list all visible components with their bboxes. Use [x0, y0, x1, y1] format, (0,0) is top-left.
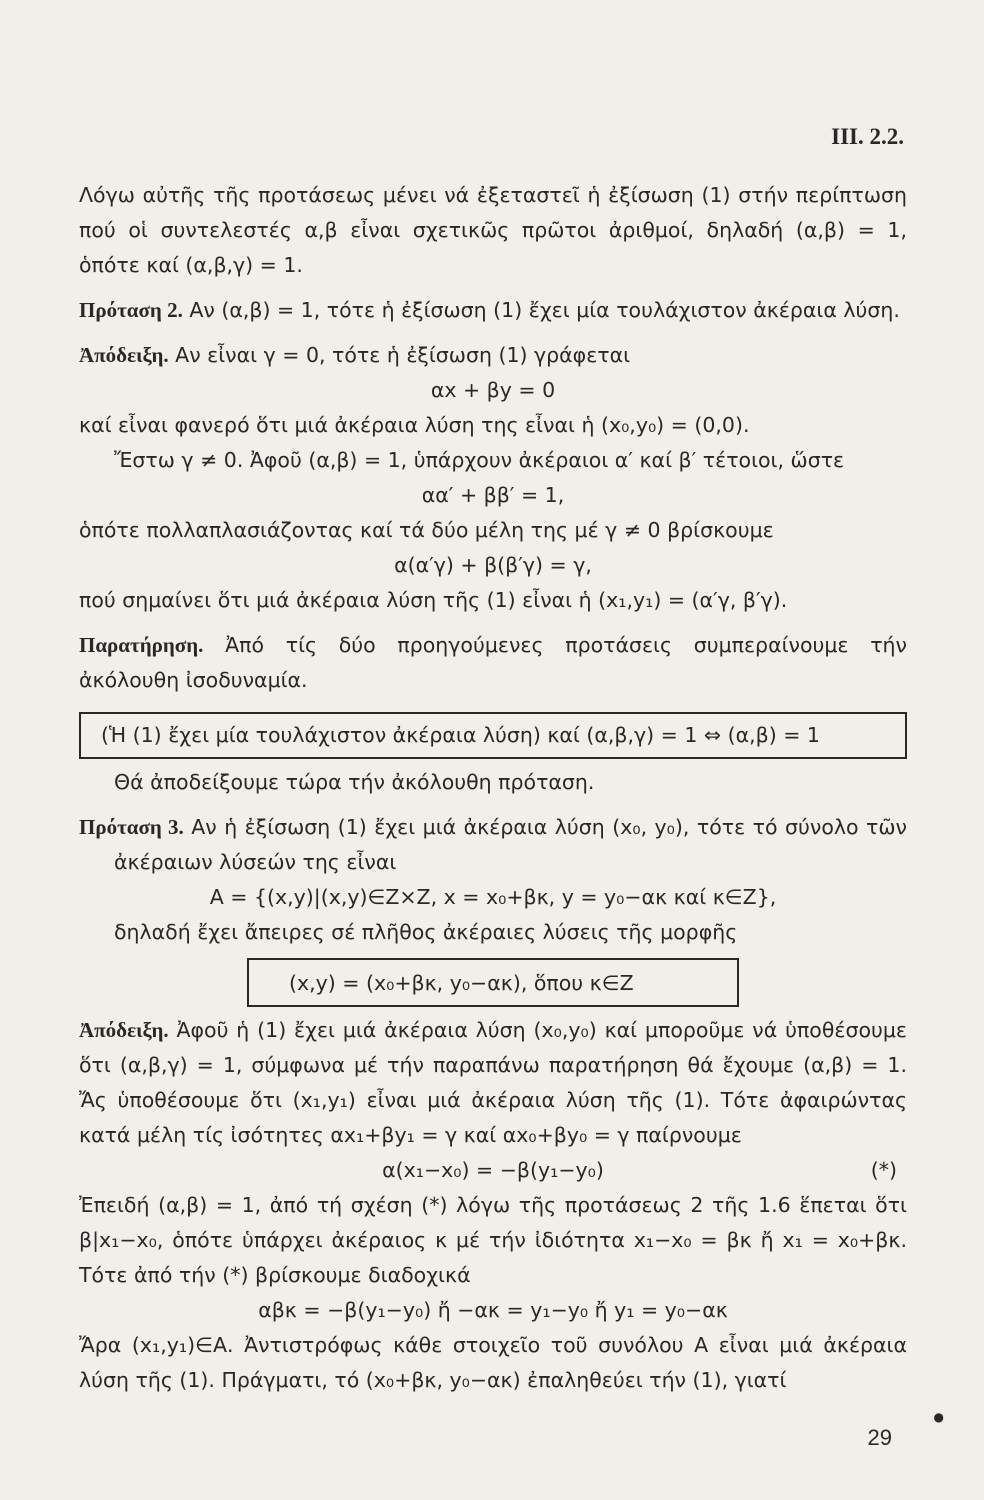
page-number: 29	[867, 1425, 892, 1450]
infinite-solutions-line: δηλαδή ἔχει ἄπειρες σέ πλῆθος ἀκέραιες λύσεις τῆς μορφῆς	[114, 920, 738, 944]
solution-set-definition: Α = {(x,y)|(x,y)∈Z×Z, x = x₀+βκ, y = y₀−ακ καί κ∈Z},	[209, 885, 777, 909]
proposition-3	[79, 810, 907, 880]
proof-2-paragraph	[79, 1013, 907, 1153]
remark-label: Παρατήρηση.	[79, 633, 204, 657]
multiply-line: ὁπότε πολλαπλασιάζοντας καί τά δύο μέλη της μέ γ ≠ 0 βρίσκουμε	[79, 518, 774, 542]
solution-meaning-line: πού σημαίνει ὅτι μιά ἀκέραια λύση τῆς (1) εἶναι ἡ (x₁,y₁) = (α′γ, β′γ).	[79, 588, 788, 612]
star-equation-tag: (*)	[870, 1158, 897, 1182]
star-equation-line	[79, 1153, 907, 1188]
scaled-equation: α(α′γ) + β(β′γ) = γ,	[394, 553, 592, 577]
equivalence-box-wrap	[79, 712, 907, 759]
divisibility-paragraph: Ἐπειδή (α,β) = 1, ἀπό τή σχέση (*) λόγω τῆς προτάσεως 2 τῆς 1.6 ἕπεται ὅτι β|x₁−x₀, ὁπότε ὑπάρχει ἀκέραιος κ μέ τήν ἰδιότητα x₁−x₀ = βκ ἤ x₁ = x₀+βκ. Τότε ἀπό τήν (*) βρίσκουμε διαδοχικά	[79, 1193, 907, 1287]
converse-paragraph: Ἄρα (x₁,y₁)∈Α. Ἀντιστρόφως κάθε στοιχεῖο τοῦ συνόλου Α εἶναι μιά ἀκέραια λύση τῆς (1). Πράγματι, τό (x₀+βκ, y₀−ακ) ἐπαληθεύει τήν (1), γιατί	[79, 1333, 907, 1392]
proposition-3-text: Αν ἡ ἐξίσωση (1) ἔχει μιά ἀκέραια λύση (x₀, y₀), τότε τό σύνολο τῶν ἀκέραιων λύσεών της εἶναι	[114, 815, 907, 874]
general-solution-box-wrap	[79, 958, 907, 1007]
margin-dot-mark: ●	[933, 1410, 944, 1424]
bezout-equation: αα′ + ββ′ = 1,	[421, 483, 565, 507]
intro-paragraph: Λόγω αὐτῆς τῆς προτάσεως μένει νά ἐξεταστεῖ ἡ ἐξίσωση (1) στήν περίπτωση πού οἱ συντελεστές α,β εἶναι σχετικῶς πρῶτοι ἀριθμοί, δηλαδή (α,β) = 1, ὁπότε καί (α,β,γ) = 1.	[79, 183, 907, 277]
proposition-2-label: Πρόταση 2.	[79, 298, 183, 322]
general-solution-box: (x,y) = (x₀+βκ, y₀−ακ), ὅπου κ∈Z	[247, 958, 739, 1007]
equivalence-box: (Ἡ (1) ἔχει μία τουλάχιστον ἀκέραια λύση) καί (α,β,γ) = 1 ⇔ (α,β) = 1	[79, 712, 907, 759]
page-body	[79, 178, 907, 1398]
derivation-chain: αβκ = −β(y₁−y₀) ἤ −ακ = y₁−y₀ ἤ y₁ = y₀−ακ	[258, 1298, 728, 1322]
proof-2-label: Ἀπόδειξη.	[79, 1018, 169, 1042]
star-equation: α(x₁−x₀) = −β(y₁−y₀)	[382, 1158, 604, 1182]
proposition-2	[79, 293, 907, 328]
next-proposition-intro: Θά ἀποδείξουμε τώρα τήν ἀκόλουθη πρόταση.	[114, 770, 595, 794]
proposition-2-text: Αν (α,β) = 1, τότε ἡ ἐξίσωση (1) ἔχει μία τουλάχιστον ἀκέραια λύση.	[189, 298, 900, 322]
gamma-nonzero-line: Ἔστω γ ≠ 0. Ἀφοῦ (α,β) = 1, ὑπάρχουν ἀκέραιοι α′ καί β′ τέτοιοι, ὥστε	[114, 448, 845, 472]
proof-1-line	[79, 338, 907, 373]
remark-text: Ἀπό τίς δύο προηγούμενες προτάσεις συμπεραίνουμε τήν ἀκόλουθη ἰσοδυναμία.	[79, 633, 907, 692]
proof-2-text: Ἀφοῦ ἡ (1) ἔχει μιά ἀκέραια λύση (x₀,y₀) καί μποροῦμε νά ὑποθέσουμε ὅτι (α,β,γ) = 1, σύμφωνα μέ τήν παραπάνω παρατήρηση θά ἔχουμε (α,β) = 1. Ἄς ὑποθέσουμε ὅτι (x₁,y₁) εἶναι μιά ἀκέραια λύση τῆς (1). Τότε ἀφαιρώντας κατά μέλη τίς ἰσότητες αx₁+βy₁ = γ καί αx₀+βy₀ = γ παίρνουμε	[79, 1018, 907, 1147]
section-header: III. 2.2.	[831, 124, 904, 149]
equation-ax-by-zero: αx + βy = 0	[430, 378, 556, 402]
proof-1-label: Ἀπόδειξη.	[79, 343, 169, 367]
remark-paragraph	[79, 628, 907, 698]
trivial-solution-line: καί εἶναι φανερό ὅτι μιά ἀκέραια λύση της εἶναι ἡ (x₀,y₀) = (0,0).	[79, 413, 750, 437]
proposition-3-label: Πρόταση 3.	[79, 815, 184, 839]
proof-1-text: Αν εἶναι γ = 0, τότε ἡ ἐξίσωση (1) γράφεται	[175, 343, 631, 367]
